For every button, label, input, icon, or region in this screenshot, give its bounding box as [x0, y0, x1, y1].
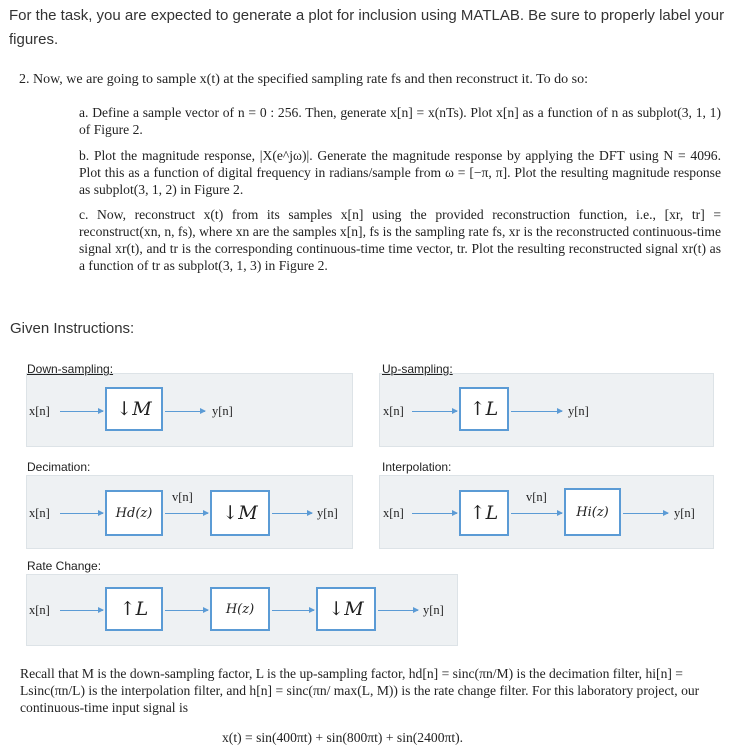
- arrow: [623, 513, 668, 514]
- upsampling-panel: [379, 373, 714, 447]
- decimation-mid-signal: v[n]: [172, 490, 193, 504]
- decimation-output: y[n]: [317, 506, 338, 520]
- decimation-input: x[n]: [29, 506, 50, 520]
- ratechange-output: y[n]: [423, 603, 444, 617]
- ratechange-upsample-block: ↑L: [105, 587, 163, 631]
- arrow: [378, 610, 418, 611]
- upsampling-input: x[n]: [383, 404, 404, 418]
- interpolation-filter-block: Hi(z): [564, 488, 621, 536]
- question-part-c: c. Now, reconstruct x(t) from its samples x[n] using the provided reconstruction function, i.e., [xr, tr] = reconstruct(xn, n, fs), where xn are the samples x[n], fs is the sampling rate fs, xr is the reconstructed continuous-time signal xr(t), and tr is the corresponding continuous-time time vector, tr. Plot the resulting reconstructed signal xr(t) as a function of tr as subplot(3, 1, 3) in Figure 2.: [79, 207, 721, 273]
- interpolation-input: x[n]: [383, 506, 404, 520]
- input-signal-formula: x(t) = sin(400πt) + sin(800πt) + sin(2400πt).: [222, 730, 464, 745]
- downsampling-title: Down-sampling:: [27, 362, 114, 376]
- recall-text: Recall that M is the down-sampling factor, L is the up-sampling factor, hd[n] = sinc(πn/M) is the decimation filter, hi[n] = Lsinc(πn/L) is the interpolation filter, and h[n] = sinc(πn/ max(L, M)) is the rate change filter. For this laboratory project, our continuous-time input signal is: [20, 666, 700, 715]
- interpolation-upsample-block: ↑L: [459, 490, 509, 536]
- decimation-downsample-block: ↓M: [210, 490, 270, 536]
- downsampling-input: x[n]: [29, 404, 50, 418]
- arrow: [511, 411, 562, 412]
- ratechange-input: x[n]: [29, 603, 50, 617]
- decimation-title: Decimation:: [27, 460, 91, 474]
- ratechange-downsample-block: ↓M: [316, 587, 376, 631]
- upsampling-title: Up-sampling:: [382, 362, 453, 376]
- arrow: [511, 513, 562, 514]
- given-instructions-title: Given Instructions:: [10, 320, 135, 337]
- downsampling-output: y[n]: [212, 404, 233, 418]
- decimation-filter-block: Hd(z): [105, 490, 163, 536]
- question-part-b: b. Plot the magnitude response, |X(e^jω)|. Generate the magnitude response by applying the DFT using N = 4096. Plot this as a function of digital frequency in radians/sample from ω = [−π, π]. Plot the resulting magnitude response as subplot(3, 1, 2) in Figure 2.: [79, 148, 721, 197]
- arrow: [272, 610, 314, 611]
- ratechange-title: Rate Change:: [27, 559, 102, 573]
- decimation-panel: [26, 475, 353, 549]
- arrow: [165, 610, 208, 611]
- arrow: [272, 513, 312, 514]
- intro-text: For the task, you are expected to generate a plot for inclusion using MATLAB. Be sure to properly label your figures.: [9, 7, 725, 48]
- arrow: [165, 513, 208, 514]
- arrow: [60, 610, 103, 611]
- interpolation-output: y[n]: [674, 506, 695, 520]
- upsampling-output: y[n]: [568, 404, 589, 418]
- arrow: [412, 411, 457, 412]
- interpolation-mid-signal: v[n]: [526, 490, 547, 504]
- upsample-block: ↑L: [459, 387, 509, 431]
- ratechange-filter-block: H(z): [210, 587, 270, 631]
- arrow: [60, 513, 103, 514]
- arrow: [165, 411, 205, 412]
- downsampling-panel: [26, 373, 353, 447]
- interpolation-title: Interpolation:: [382, 460, 452, 474]
- question-lead: 2. Now, we are going to sample x(t) at the specified sampling rate fs and then reconstruct it. To do so:: [19, 72, 588, 87]
- arrow: [412, 513, 457, 514]
- question-part-a: a. Define a sample vector of n = 0 : 256. Then, generate x[n] = x(nTs). Plot x[n] as a function of n as subplot(3, 1, 1) of Figure 2.: [79, 105, 721, 137]
- downsample-block: ↓M: [105, 387, 163, 431]
- arrow: [60, 411, 103, 412]
